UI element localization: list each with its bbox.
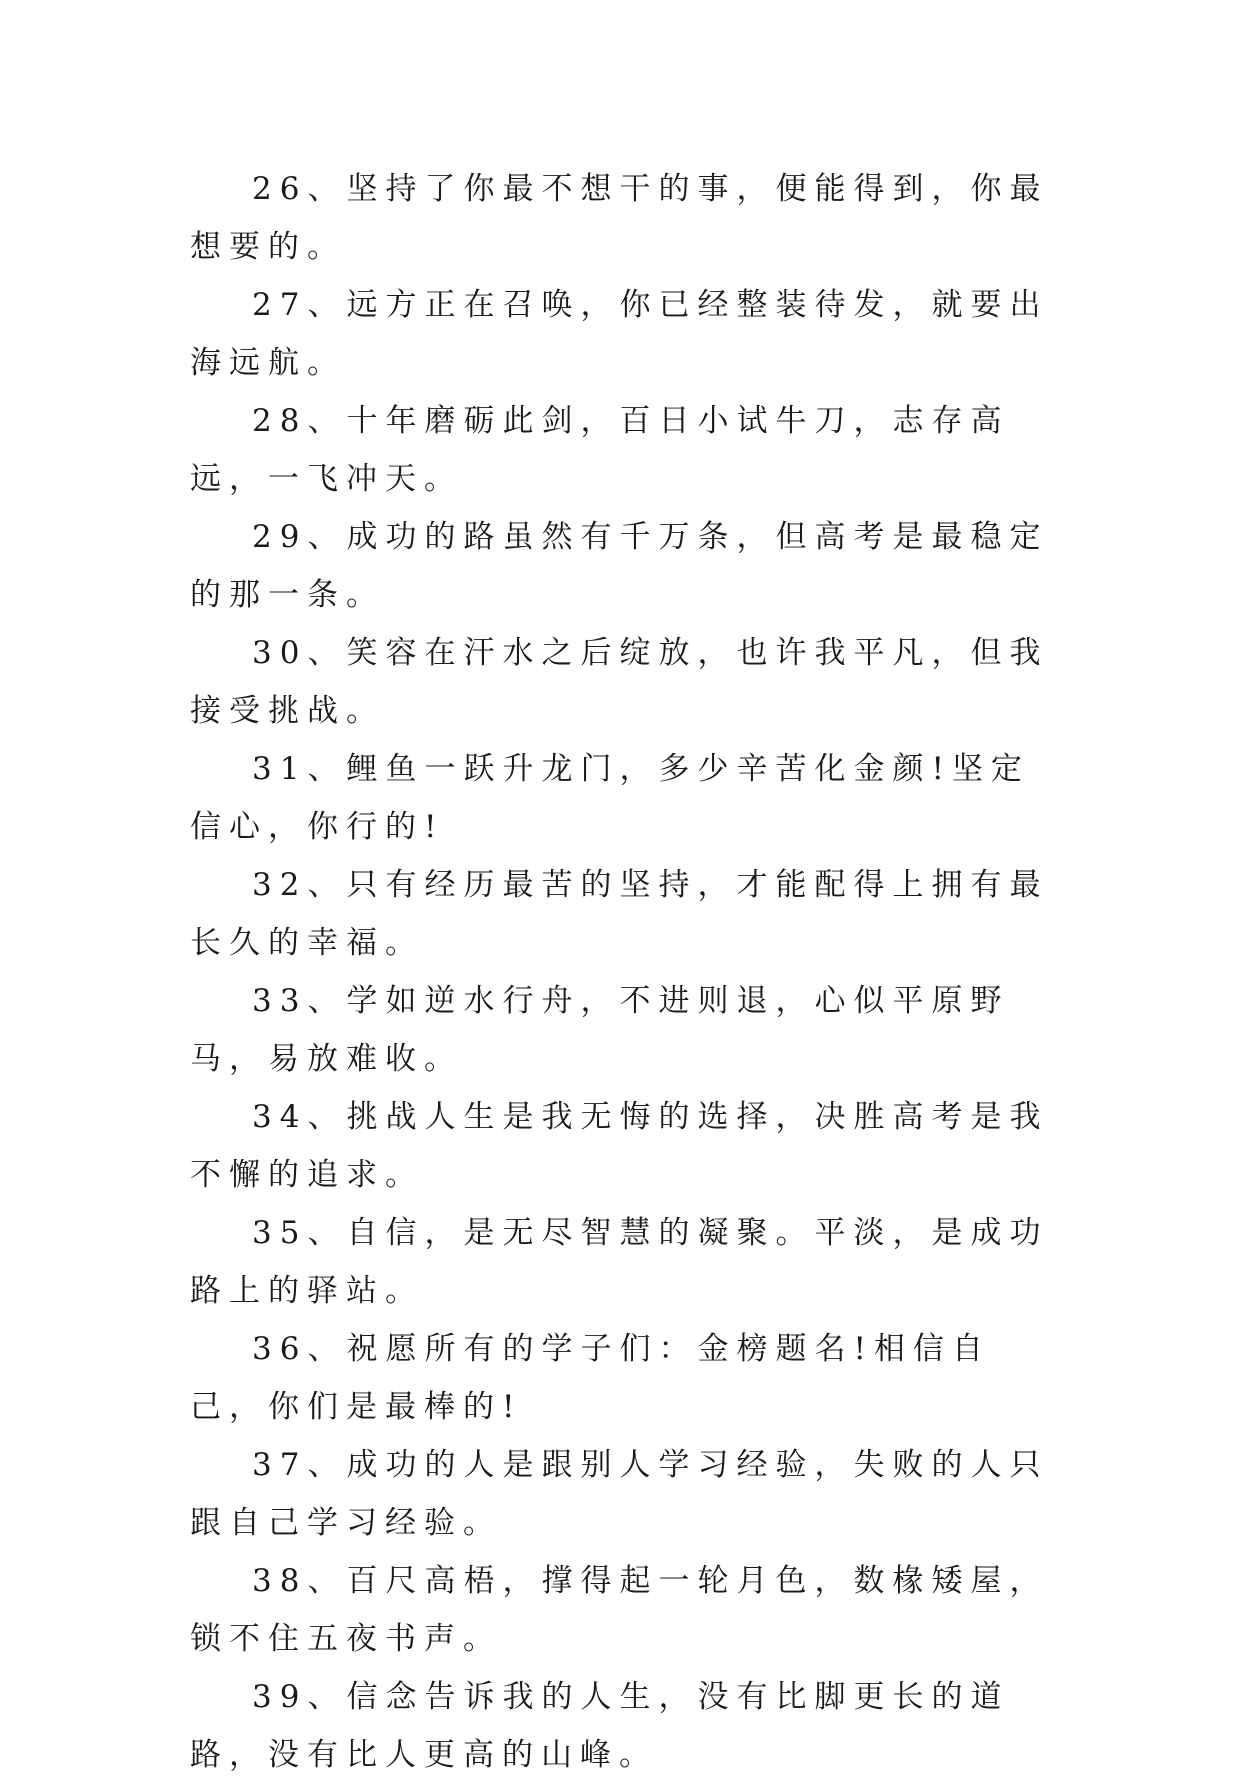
list-item: 37、成功的人是跟别人学习经验，失败的人只跟自己学习经验。 [190,1447,1049,1541]
document-body [190,160,1050,1784]
list-item: 36、祝愿所有的学子们：金榜题名!相信自己，你们是最棒的! [190,1331,991,1425]
list-item: 35、自信，是无尽智慧的凝聚。平淡，是成功路上的驿站。 [190,1215,1049,1309]
list-item: 32、只有经历最苦的坚持，才能配得上拥有最长久的幸福。 [190,867,1049,961]
list-item: 26、坚持了你最不想干的事，便能得到，你最想要的。 [190,171,1049,265]
list-item: 33、学如逆水行舟，不进则退，心似平原野马，易放难收。 [190,983,1010,1077]
list-item: 30、笑容在汗水之后绽放，也许我平凡，但我接受挑战。 [190,635,1049,729]
list-item: 29、成功的路虽然有千万条，但高考是最稳定的那一条。 [190,519,1049,613]
list-item: 34、挑战人生是我无悔的选择，决胜高考是我不懈的追求。 [190,1099,1049,1193]
list-item: 38、百尺高梧，撑得起一轮月色，数椽矮屋，锁不住五夜书声。 [190,1563,1049,1657]
list-item: 39、信念告诉我的人生，没有比脚更长的道路，没有比人更高的山峰。 [190,1679,1010,1773]
list-item: 27、远方正在召唤，你已经整装待发，就要出海远航。 [190,287,1049,381]
list-item: 31、鲤鱼一跃升龙门，多少辛苦化金颜!坚定信心，你行的! [190,751,1030,845]
list-item: 28、十年磨砺此剑，百日小试牛刀，志存高远，一飞冲天。 [190,403,1010,497]
